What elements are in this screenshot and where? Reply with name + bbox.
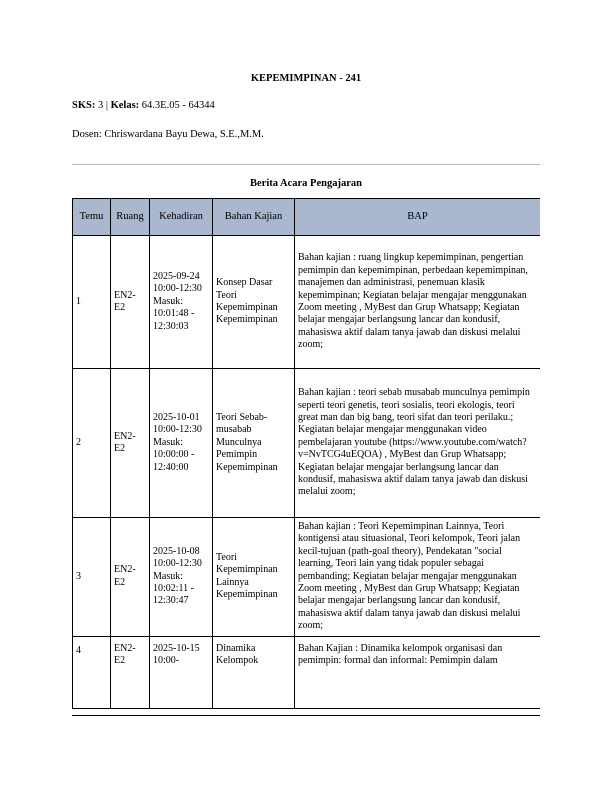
table-row xyxy=(73,636,541,708)
table-row xyxy=(73,236,541,369)
kelas-value: 64.3E.05 - 64344 xyxy=(141,100,215,111)
column-header-bap: BAP xyxy=(295,199,541,236)
page-title: KEPEMIMPINAN - 241 xyxy=(250,73,362,84)
cell-ruang: EN2-E2 xyxy=(111,636,150,708)
table-row xyxy=(73,518,541,637)
cell-kehadiran: 2025-10-01 10:00-12:30 Masuk: 10:00:00 - 12:40:00 xyxy=(150,369,213,518)
cell-bahan-kajian: Dinamika Kelompok xyxy=(213,636,295,708)
dosen-value: Chriswardana Bayu Dewa, S.E.,M.M. xyxy=(104,129,264,140)
course-info-line xyxy=(72,100,215,111)
cell-bap: Bahan kajian : teori sebab musabab munculnya pemimpin seperti teori genetis, teori sosialis, teori ekologis, teori great man dan big bang, teori sifat dan teori perilaku.; Kegiatan belajar mengajar menggunakan video pembelajaran youtube (https://www.youtube.com/watch?v=NvTCG4uEQOA) , MyBest dan Grup Whatsapp; Kegiatan belajar mengajar berlangsung lancar dan kondusif, mahasiswa aktif dalam tanya jawab dan diskusi melalui zoom; xyxy=(295,369,541,518)
bap-table-container xyxy=(72,198,540,716)
kelas-label: Kelas: xyxy=(110,100,140,111)
cell-ruang: EN2-E2 xyxy=(111,236,150,369)
cell-kehadiran: 2025-10-15 10:00- xyxy=(150,636,213,708)
cell-kehadiran: 2025-09-24 10:00-12:30 Masuk: 10:01:48 - 12:30:03 xyxy=(150,236,213,369)
cell-bahan-kajian: Teori Sebab-musabab Munculnya Pemimpin Kepemimpinan xyxy=(213,369,295,518)
lecturer-line xyxy=(72,129,264,140)
cell-bap: Bahan kajian : Teori Kepemimpinan Lainnya, Teori kontigensi atau situasional, Teori kelompok, Teori jalan kecil-tujuan (path-goal theory), Pendekatan "social learning, Teori lain yang tidak populer sebagai pembanding; Kegiatan belajar mengajar menggunakan Zoom meeting , MyBest dan Grup Whatsapp; Kegiatan belajar mengajar berlangsung lancar dan kondusif, mahasiswa aktif dalam tanya jawab dan diskusi melalui zoom; xyxy=(295,518,541,637)
table-header-row xyxy=(73,199,541,236)
cell-bap: Bahan Kajian : Dinamika kelompok organisasi dan pemimpin: formal dan informal: Pemimpin dalam xyxy=(295,636,541,708)
cell-bap: Bahan kajian : ruang lingkup kepemimpinan, pengertian pemimpin dan kepemimpinan, perbedaan kepemimpinan, manajemen dan administrasi, penemuan klasik kepemimpinan; Kegiatan belajar mengajar menggunakan Zoom meeting , MyBest dan Grup Whatsapp; Kegiatan belajar mengajar berlangsung lancar dan kondusif, mahasiswa aktif dalam tanya jawab dan diskusi melalui zoom; xyxy=(295,236,541,369)
cell-temu: 2 xyxy=(73,369,111,518)
info-separator: | xyxy=(105,100,108,111)
bap-table xyxy=(72,198,540,709)
cell-bahan-kajian: Konsep Dasar Teori Kepemimpinan Kepemimpinan xyxy=(213,236,295,369)
cell-temu: 3 xyxy=(73,518,111,637)
divider xyxy=(72,164,540,165)
cell-temu: 4 xyxy=(73,636,111,708)
table-row xyxy=(73,369,541,518)
column-header-ruang: Ruang xyxy=(111,199,150,236)
cell-ruang: EN2-E2 xyxy=(111,518,150,637)
column-header-kehadiran: Kehadiran xyxy=(150,199,213,236)
section-title: Berita Acara Pengajaran xyxy=(250,178,362,189)
sks-label: SKS: xyxy=(72,100,96,111)
dosen-label: Dosen: xyxy=(72,129,102,140)
cell-kehadiran: 2025-10-08 10:00-12:30 Masuk: 10:02:11 - 12:30:47 xyxy=(150,518,213,637)
cell-ruang: EN2-E2 xyxy=(111,369,150,518)
cell-temu: 1 xyxy=(73,236,111,369)
cell-bahan-kajian: Teori Kepemimpinan Lainnya Kepemimpinan xyxy=(213,518,295,637)
column-header-temu: Temu xyxy=(73,199,111,236)
sks-value: 3 xyxy=(97,100,104,111)
column-header-bahan-kajian: Bahan Kajian xyxy=(213,199,295,236)
